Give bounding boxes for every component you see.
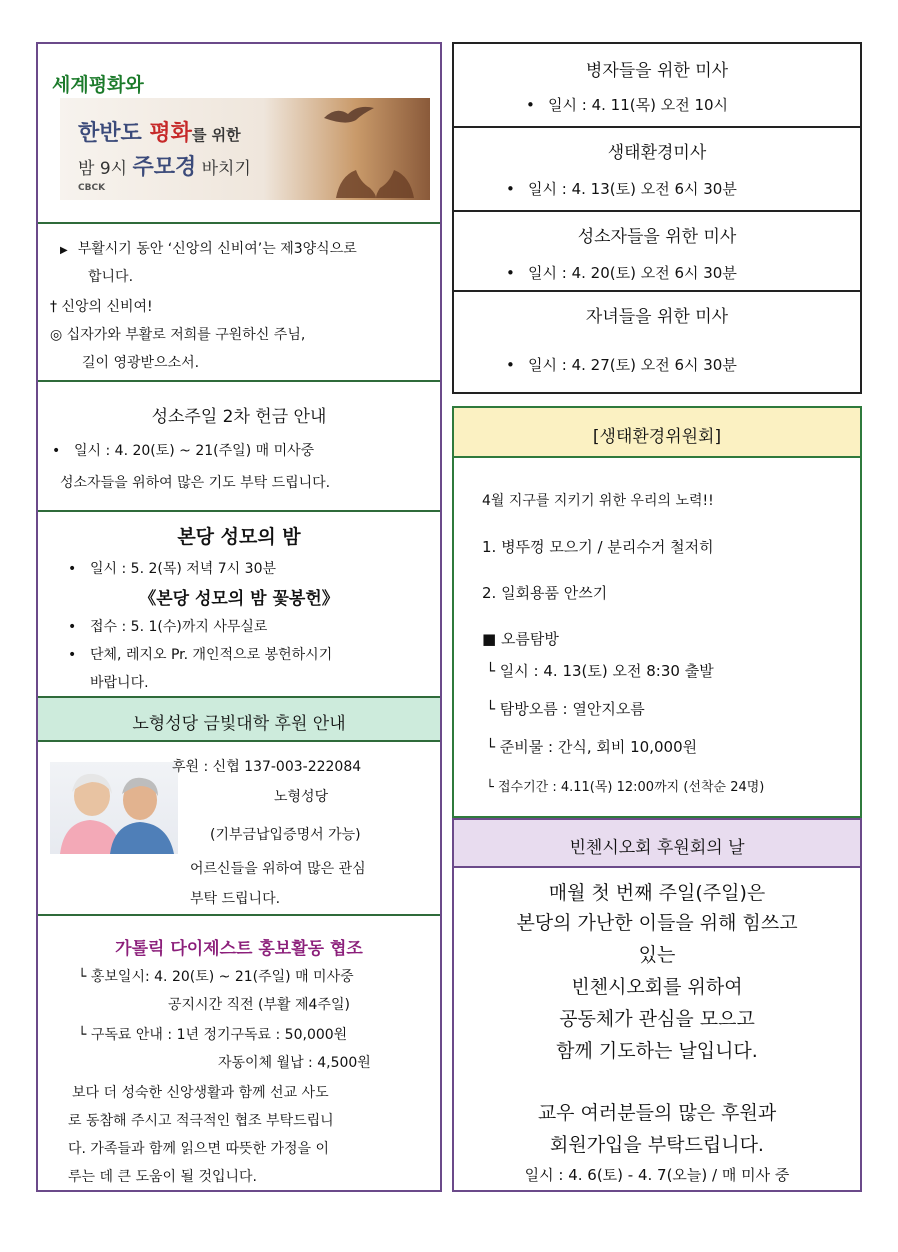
- faith-line5: 길이 영광받으소서.: [82, 355, 200, 371]
- vincent-line1: 매월 첫 번째 주일(주일)은: [548, 882, 766, 904]
- mass-eco-title: 생태환경미사: [607, 143, 707, 163]
- mass-sick-title: 병자들을 위한 미사: [585, 61, 729, 81]
- vincent-line8: 회원가입을 부탁드립니다.: [550, 1134, 764, 1156]
- eco-line1: 4월 지구를 지키기 위한 우리의 노력!!: [482, 493, 714, 509]
- vincent-line5: 공동체가 관심을 모으고: [559, 1008, 755, 1030]
- play-icon: ▶: [60, 245, 68, 256]
- eco-committee-header: [454, 408, 860, 458]
- digest-monthly: 자동이체 월납 : 4,500원: [218, 1055, 371, 1071]
- mary-night-reception: • 접수 : 5. 1(수)까지 사무실로: [68, 616, 267, 636]
- golden-univ-title: 노형성당 금빛대학 후원 안내: [132, 714, 346, 734]
- banner-line1: 한반도 평화를 위한: [78, 121, 241, 146]
- peace-banner-image: [60, 98, 430, 200]
- eco-line6: └ 탐방오름 : 열안지오름: [486, 700, 645, 718]
- digest-section: [38, 914, 440, 1190]
- faith-line1: ▶ 부활시기 동안 ‘신앙의 신비여’는 제3양식으로: [60, 241, 357, 257]
- mass-vocation: [454, 210, 860, 290]
- vocation-collection-title: 성소주일 2차 헌금 안내: [151, 407, 327, 427]
- eco-line7: └ 준비물 : 간식, 회비 10,000원: [486, 738, 698, 756]
- mass-children-date: • 일시 : 4. 27(토) 오전 6시 30분: [506, 354, 737, 375]
- digest-title: 가톨릭 다이제스트 홍보활동 협조: [115, 939, 363, 959]
- dove-icon: [322, 104, 376, 126]
- vocation-collection-note: 성소자들을 위하여 많은 기도 부탁 드립니다.: [60, 475, 331, 491]
- vocation-collection-date: • 일시 : 4. 20(토) ~ 21(주일) 매 미사중: [52, 440, 314, 460]
- peace-section: [38, 44, 440, 222]
- eco-line3: 2. 일회용품 안쓰기: [482, 584, 608, 602]
- vincent-line6: 함께 기도하는 날입니다.: [556, 1040, 758, 1062]
- eco-line4: ■ 오름탐방: [482, 630, 559, 648]
- faith-section: [38, 222, 440, 380]
- vincent-line7: 교우 여러분들의 많은 후원과: [537, 1102, 777, 1124]
- golden-univ-holder: 노형성당: [274, 789, 329, 805]
- faith-line2: 합니다.: [88, 269, 134, 285]
- digest-para2: 로 동참해 주시고 적극적인 협조 부탁드립니: [68, 1113, 334, 1129]
- mary-night-date: • 일시 : 5. 2(목) 저녁 7시 30분: [68, 558, 276, 578]
- golden-univ-receipt: (기부금납입증명서 가능): [210, 827, 361, 843]
- peace-title: 세계평화와: [52, 74, 144, 96]
- golden-univ-appeal-cont: 부탁 드립니다.: [190, 891, 281, 907]
- golden-univ-account: 후원 : 신협 137-003-222084: [172, 759, 362, 775]
- mass-sick: [454, 44, 860, 126]
- cbck-logo: CBCK: [78, 183, 106, 193]
- vincent-line4: 빈첸시오회를 위하여: [571, 976, 743, 998]
- eco-line8: └ 접수기간 : 4.11(목) 12:00까지 (선착순 24명): [486, 780, 765, 795]
- hands-icon: [330, 148, 420, 198]
- digest-para4: 루는 데 큰 도움이 될 것입니다.: [68, 1169, 257, 1185]
- digest-promo-date: └ 홍보일시: 4. 20(토) ~ 21(주일) 매 미사중: [78, 969, 354, 985]
- eco-line5: └ 일시 : 4. 13(토) 오전 8:30 출발: [486, 662, 714, 680]
- digest-para1: 보다 더 성숙한 신앙생활과 함께 선교 사도: [72, 1085, 329, 1101]
- left-column: [36, 42, 442, 1192]
- digest-price: └ 구독료 안내 : 1년 정기구독료 : 50,000원: [78, 1027, 348, 1043]
- digest-para3: 다. 가족들과 함께 읽으면 따뜻한 가정을 이: [68, 1141, 330, 1157]
- golden-univ-appeal: 어르신들을 위하여 많은 관심: [190, 861, 366, 877]
- mass-eco-date: • 일시 : 4. 13(토) 오전 6시 30분: [506, 178, 737, 199]
- masses-block: [452, 42, 862, 394]
- eco-committee-title: [생태환경위원회]: [592, 427, 722, 447]
- digest-promo-time: 공지시간 직전 (부활 제4주일): [168, 997, 350, 1013]
- vincent-title: 빈첸시오회 후원회의 날: [569, 838, 745, 858]
- mass-vocation-date: • 일시 : 4. 20(토) 오전 6시 30분: [506, 262, 737, 283]
- vincent-line2: 본당의 가난한 이들을 위해 힘쓰고: [516, 912, 798, 934]
- eco-committee-block: [452, 406, 862, 818]
- vincent-header: [454, 820, 860, 868]
- mass-vocation-title: 성소자들을 위한 미사: [577, 227, 737, 247]
- mary-night-offering-cont: 바랍니다.: [90, 675, 149, 691]
- mary-night-subtitle: 《본당 성모의 밤 꽃봉헌》: [139, 589, 339, 609]
- eco-line2: 1. 병뚜껑 모으기 / 분리수거 철저히: [482, 538, 714, 556]
- mary-night-offering: • 단체, 레지오 Pr. 개인적으로 봉헌하시기: [68, 644, 332, 664]
- vincent-line3: 있는: [638, 944, 676, 966]
- golden-univ-header: [38, 696, 440, 740]
- faith-line3: † 신앙의 신비여!: [50, 299, 153, 315]
- faith-line4: ◎ 십자가와 부활로 저희를 구원하신 주님,: [50, 327, 306, 343]
- mass-eco: [454, 126, 860, 210]
- right-column: [452, 42, 862, 1192]
- mary-night-section: [38, 510, 440, 696]
- mass-children: [454, 290, 860, 392]
- elderly-couple-photo: [50, 762, 178, 854]
- mass-children-title: 자녀들을 위한 미사: [585, 307, 729, 327]
- vincent-date: 일시 : 4. 6(토) - 4. 7(오늘) / 매 미사 중: [524, 1166, 790, 1184]
- mary-night-title: 본당 성모의 밤: [177, 526, 301, 548]
- elderly-couple-icon: [50, 762, 178, 854]
- mass-sick-date: • 일시 : 4. 11(목) 오전 10시: [526, 94, 728, 115]
- vocation-collection-section: [38, 380, 440, 510]
- vincent-block: [452, 818, 862, 1192]
- banner-line2: 밤 9시 주모경 바치기: [78, 155, 251, 180]
- golden-univ-section: [38, 740, 440, 914]
